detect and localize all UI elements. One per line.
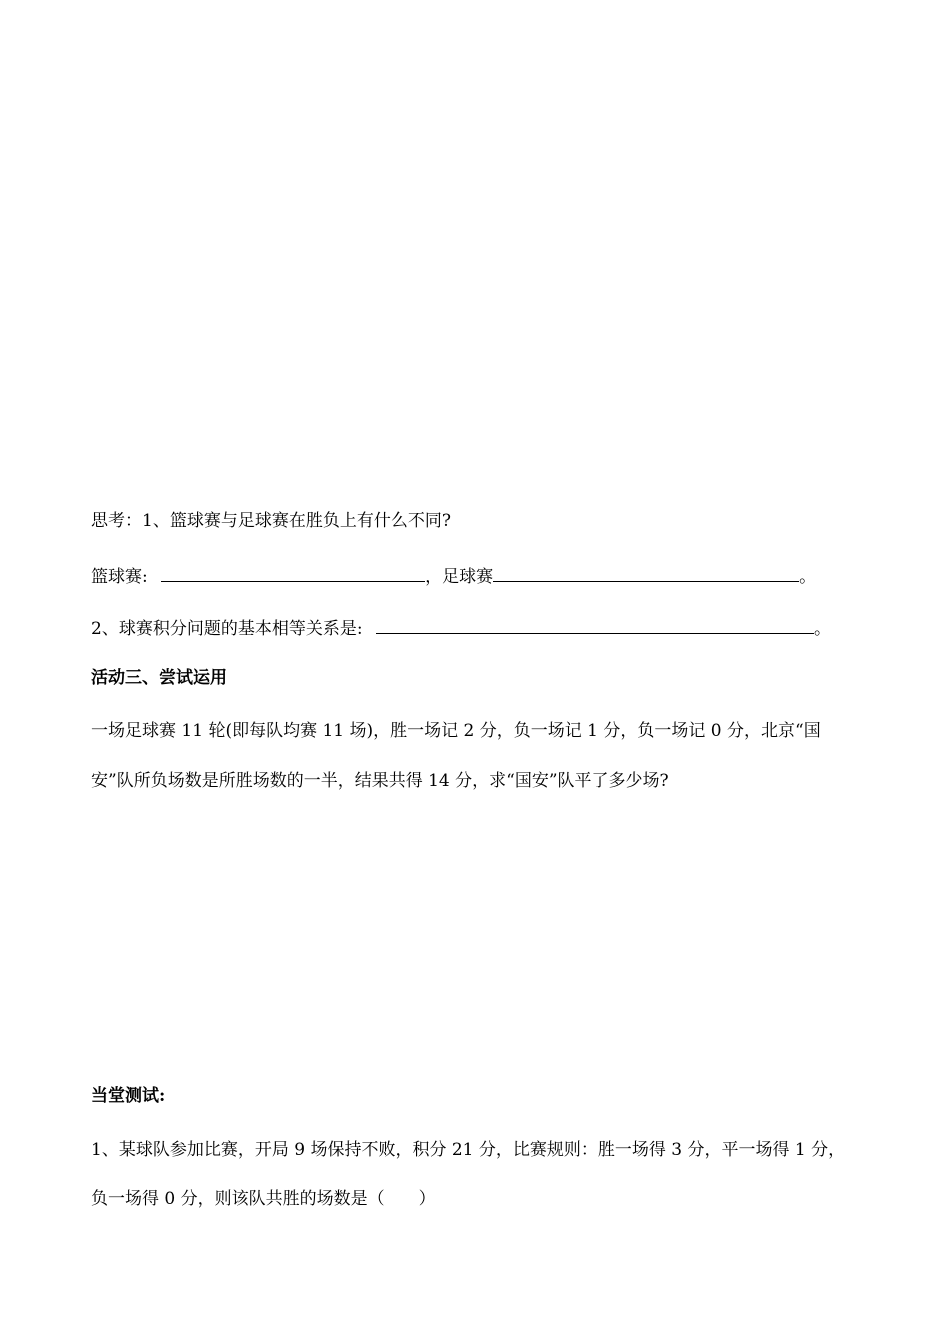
closing-paren: ）	[418, 1189, 436, 1209]
think-question-2-row	[91, 615, 831, 640]
basketball-answer-blank[interactable]	[161, 563, 425, 582]
think-question-2-label: 2、球赛积分问题的基本相等关系是:	[91, 619, 363, 639]
end-mark: 。	[813, 619, 831, 639]
activity-3-problem-line-2: 安”队所负场数是所胜场数的一半，结果共得 14 分，求“国安”队平了多少场?	[91, 771, 669, 791]
football-label: ，足球赛	[425, 567, 494, 587]
activity-3-heading: 活动三、尝试运用	[91, 668, 227, 688]
think-question-1: 思考：1、篮球赛与足球赛在胜负上有什么不同?	[91, 511, 451, 531]
test-question-1-line-1: 1、某球队参加比赛，开局 9 场保持不败，积分 21 分，比赛规则：胜一场得 3 分，平一场得 1 分，	[91, 1140, 846, 1160]
test-question-1-text: 负一场得 0 分，则该队共胜的场数是（	[91, 1189, 385, 1209]
test-question-1-line-2	[91, 1188, 436, 1210]
think-answer-row	[91, 563, 816, 588]
test-heading: 当堂测试:	[91, 1086, 166, 1106]
football-answer-blank[interactable]	[493, 563, 799, 582]
end-mark: 。	[799, 567, 817, 587]
activity-3-problem-line-1: 一场足球赛 11 轮(即每队均赛 11 场)，胜一场记 2 分，负一场记 1 分，负一场记 0 分，北京“国	[91, 721, 821, 741]
equation-answer-blank[interactable]	[376, 615, 814, 634]
basketball-label: 篮球赛:	[91, 567, 148, 587]
